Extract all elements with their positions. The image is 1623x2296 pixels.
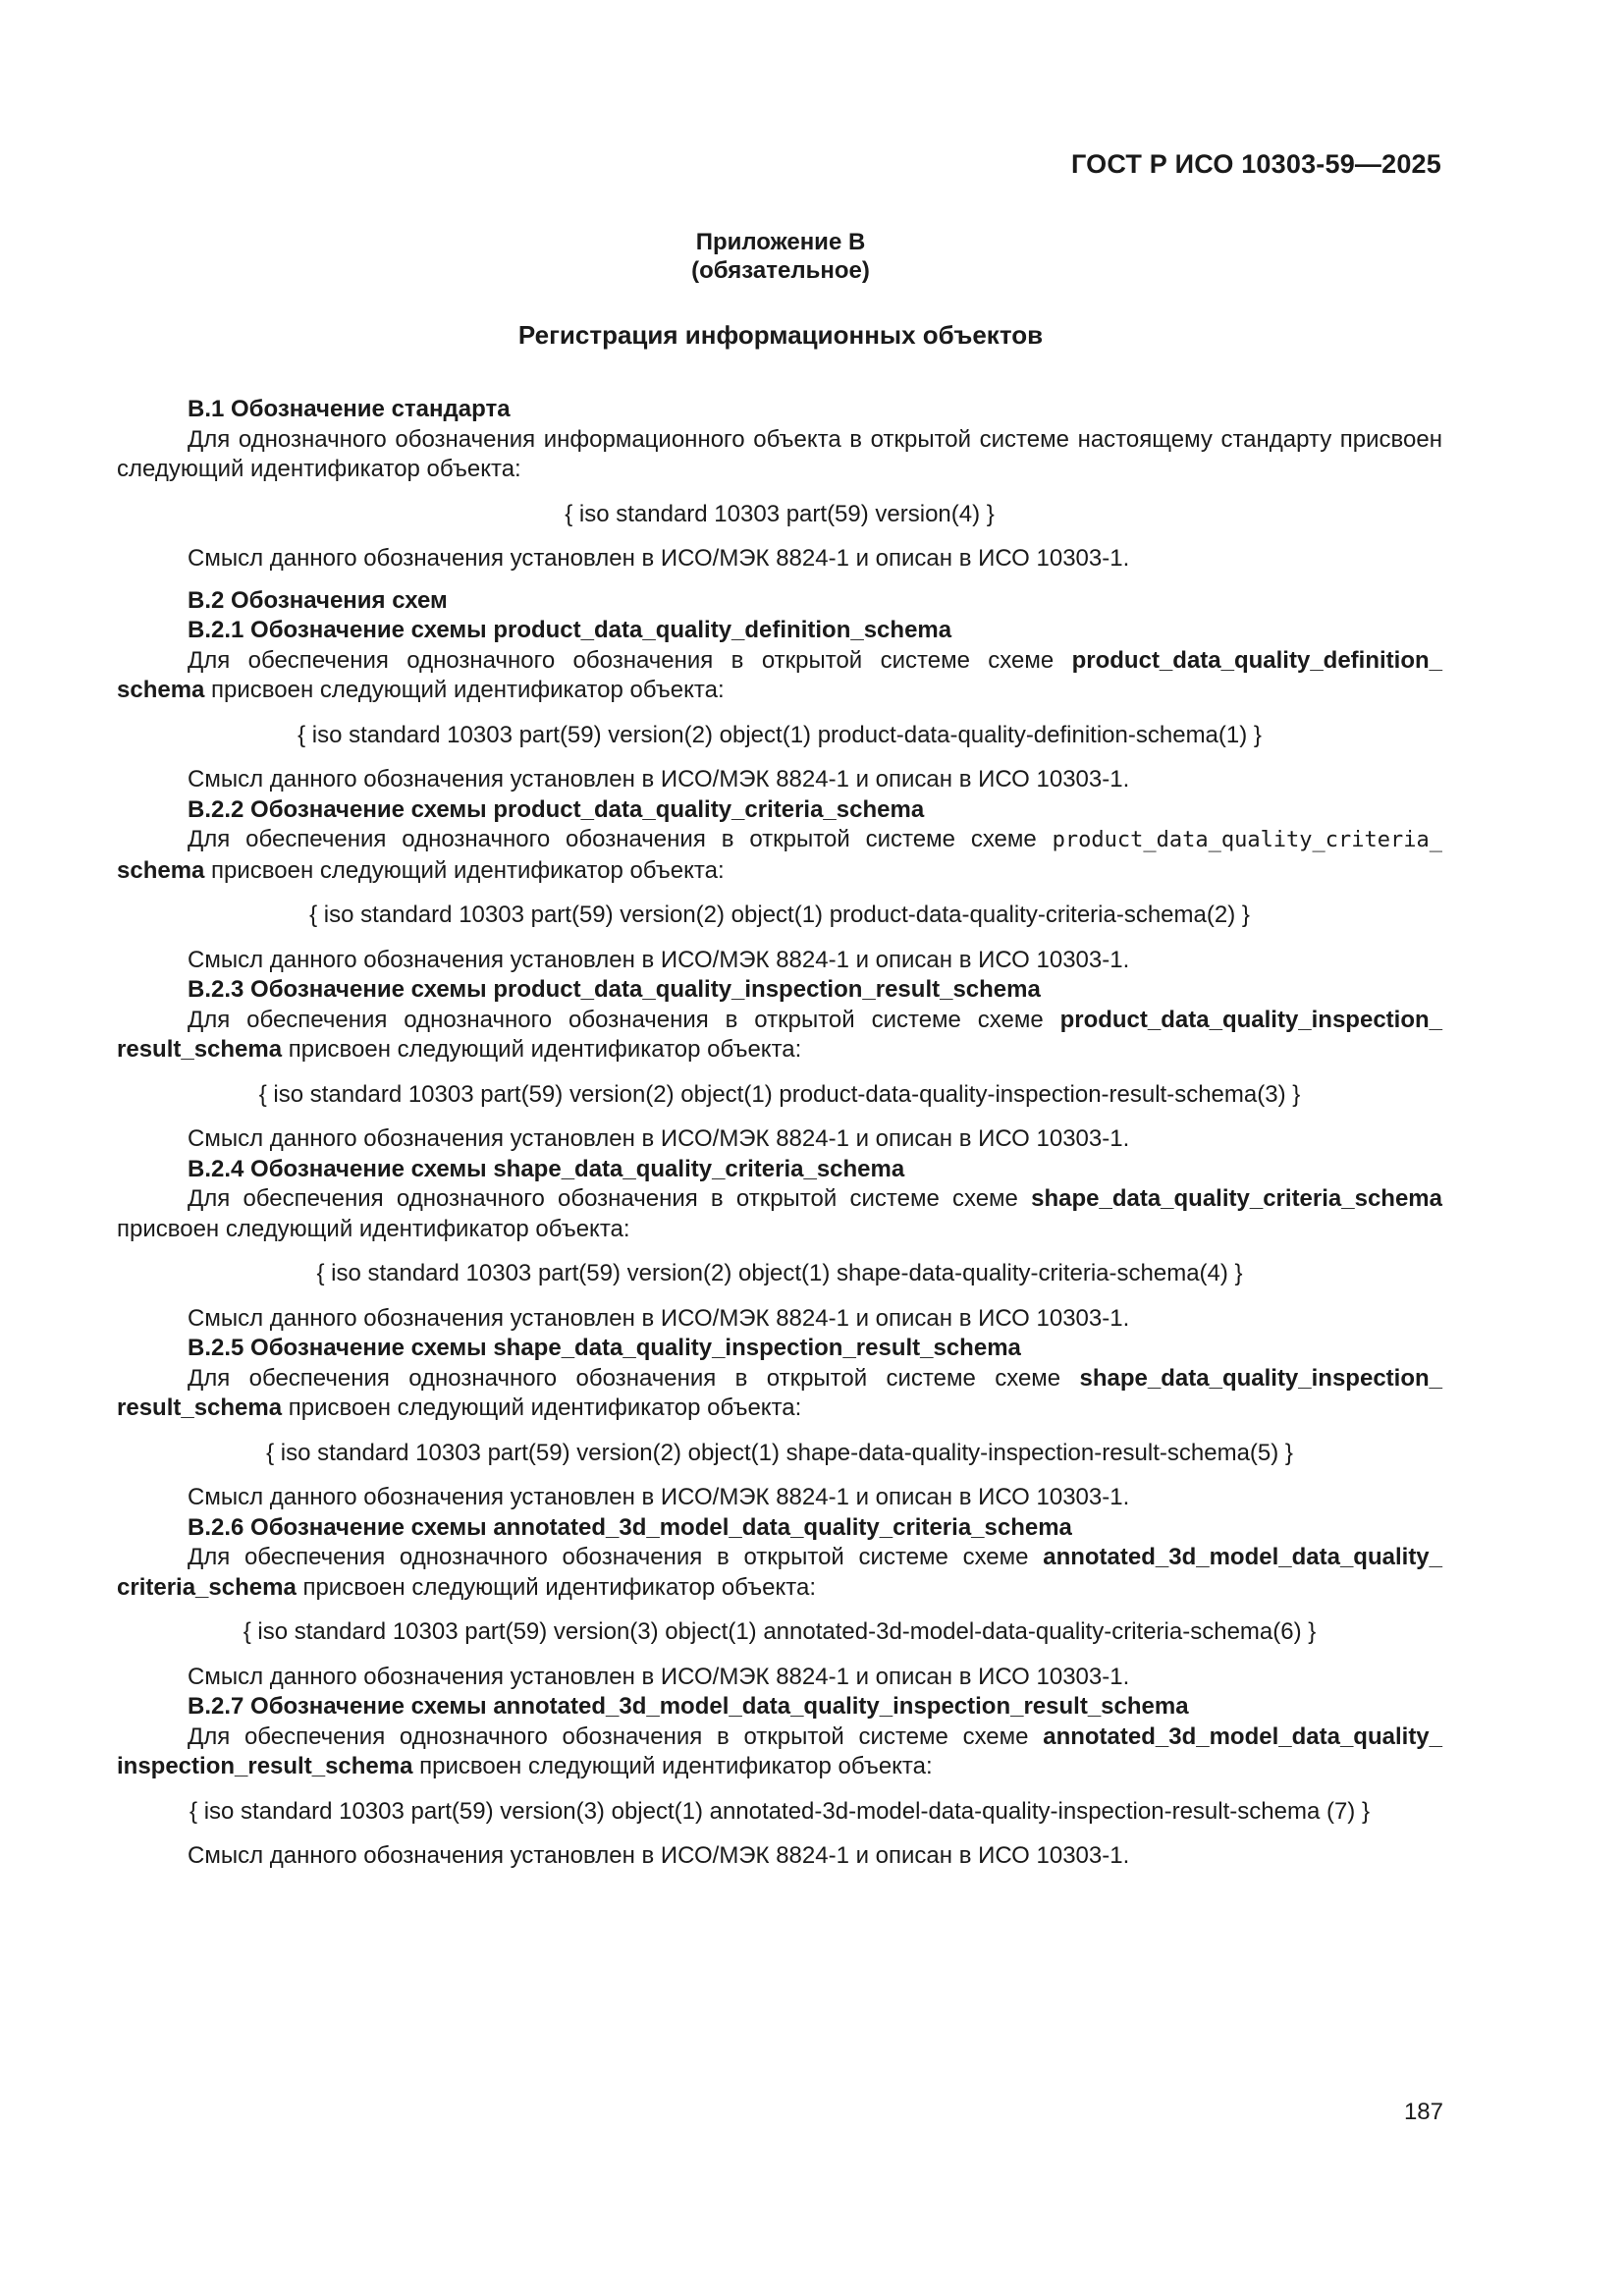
text-after: присвоен следующий идентификатор объекта: <box>204 677 725 703</box>
text-before: Для обеспечения однозначного обозначения в открытой системе схеме <box>188 1364 1080 1392</box>
document-body <box>117 395 1442 1872</box>
schema-name: annotated_3d_model_data_quality_criteria_schema <box>493 1513 1072 1541</box>
section-meaning: Смысл данного обозначения установлен в ИСО/МЭК 8824-1 и описан в ИСО 10303-1. <box>188 1125 1130 1152</box>
section-heading <box>117 1334 1442 1364</box>
main-title: Регистрация информационных объектов <box>517 320 1044 350</box>
text-before: Для обеспечения однозначного обозначения в открытой системе схеме <box>188 1006 1060 1033</box>
section-text <box>117 825 1442 886</box>
section-heading-prefix: В.2.5 Обозначение схемы <box>188 1335 494 1361</box>
schema-name: shape_data_quality_criteria_schema <box>493 1155 905 1182</box>
section-heading-prefix: В.2.7 Обозначение схемы <box>188 1693 494 1720</box>
section-meaning: Смысл данного обозначения установлен в ИСО/МЭК 8824-1 и описан в ИСО 10303-1. <box>188 1663 1130 1690</box>
text-after: присвоен следующий идентификатор объекта: <box>204 856 725 884</box>
section-heading <box>117 616 1442 646</box>
section-identifier: { iso standard 10303 part(59) version(3) object(1) annotated-3d-model-data-quality-inspection-result-schema (7) } <box>189 1797 1370 1825</box>
section-identifier: { iso standard 10303 part(59) version(2) object(1) product-data-quality-definition-schema(1) } <box>298 721 1262 748</box>
section-heading <box>117 975 1442 1006</box>
section-heading-prefix: В.2.1 Обозначение схемы <box>188 617 494 643</box>
section-identifier: { iso standard 10303 part(59) version(2) object(1) product-data-quality-inspection-result-schema(3) } <box>258 1080 1301 1108</box>
section-heading <box>117 1692 1442 1722</box>
schema-name-inline: product_data_quality_criteria_ <box>1052 828 1442 852</box>
section-b2-heading: В.2 Обозначения схем <box>188 586 448 614</box>
section-heading-prefix: В.2.6 Обозначение схемы <box>188 1513 494 1541</box>
schema-name: product_data_quality_inspection_result_schema <box>493 976 1041 1003</box>
section-text <box>117 1006 1442 1066</box>
section-b1-identifier: { iso standard 10303 part(59) version(4) } <box>565 500 995 527</box>
section-heading <box>117 1155 1442 1185</box>
section-identifier: { iso standard 10303 part(59) version(2) object(1) shape-data-quality-inspection-result-schema(5) } <box>266 1439 1293 1466</box>
section-meaning: Смысл данного обозначения установлен в ИСО/МЭК 8824-1 и описан в ИСО 10303-1. <box>188 1842 1130 1869</box>
text-after: присвоен следующий идентификатор объекта: <box>282 1036 802 1063</box>
schema-name-inline: annotated_3d_model_data_quality_ inspection_result_schema <box>117 1722 1442 1779</box>
schema-name-inline-tail: schema <box>117 856 205 884</box>
text-before: Для обеспечения однозначного обозначения в открытой системе схеме <box>188 1544 1044 1570</box>
schema-name-inline: annotated_3d_model_data_quality_ criteria_schema <box>117 1544 1442 1601</box>
section-b1-text: Для однозначного обозначения информационного объекта в открытой системе настоящему стандарту присвоен следующий идентификатор объекта: <box>117 425 1442 482</box>
schema-name: product_data_quality_definition_schema <box>493 617 952 643</box>
section-meaning: Смысл данного обозначения установлен в ИСО/МЭК 8824-1 и описан в ИСО 10303-1. <box>188 1484 1130 1510</box>
section-identifier: { iso standard 10303 part(59) version(3) object(1) annotated-3d-model-data-quality-criteria-schema(6) } <box>243 1618 1317 1645</box>
text-before: Для обеспечения однозначного обозначения в открытой системе схеме <box>188 826 1053 852</box>
section-meaning: Смысл данного обозначения установлен в ИСО/МЭК 8824-1 и описан в ИСО 10303-1. <box>188 946 1130 973</box>
document-code-header: ГОСТ Р ИСО 10303-59—2025 <box>1071 149 1441 179</box>
section-text <box>117 1543 1442 1603</box>
annex-title: Приложение В <box>695 229 866 255</box>
text-after: присвоен следующий идентификатор объекта: <box>412 1753 933 1779</box>
section-b1-meaning: Смысл данного обозначения установлен в ИСО/МЭК 8824-1 и описан в ИСО 10303-1. <box>188 545 1130 572</box>
annex-status: (обязательное) <box>691 257 870 284</box>
section-meaning: Смысл данного обозначения установлен в ИСО/МЭК 8824-1 и описан в ИСО 10303-1. <box>188 1304 1130 1332</box>
section-heading-prefix: В.2.4 Обозначение схемы <box>188 1155 494 1182</box>
text-after: присвоен следующий идентификатор объекта: <box>296 1573 817 1601</box>
section-meaning: Смысл данного обозначения установлен в ИСО/МЭК 8824-1 и описан в ИСО 10303-1. <box>188 766 1130 793</box>
section-identifier: { iso standard 10303 part(59) version(2) object(1) product-data-quality-criteria-schema(2) } <box>309 902 1250 928</box>
section-text <box>117 1184 1442 1244</box>
text-before: Для обеспечения однозначного обозначения в открытой системе схеме <box>188 1722 1044 1750</box>
text-before: Для обеспечения однозначного обозначения в открытой системе схеме <box>188 646 1072 674</box>
schema-name-inline: shape_data_quality_inspection_ result_schema <box>117 1364 1442 1421</box>
section-text <box>117 646 1442 706</box>
section-heading <box>117 1513 1442 1544</box>
section-b1-heading: В.1 Обозначение стандарта <box>188 396 511 422</box>
schema-name: shape_data_quality_inspection_result_schema <box>493 1335 1021 1361</box>
schema-name: product_data_quality_criteria_schema <box>493 795 925 823</box>
annex-heading <box>0 228 1561 285</box>
schema-name: annotated_3d_model_data_quality_inspection_result_schema <box>493 1693 1189 1720</box>
schema-name-inline: product_data_quality_inspection_ result_schema <box>117 1006 1442 1063</box>
schema-name-inline: product_data_quality_definition_ schema <box>117 646 1442 703</box>
section-heading <box>117 795 1442 826</box>
section-heading-prefix: В.2.2 Обозначение схемы <box>188 795 494 823</box>
text-after: присвоен следующий идентификатор объекта: <box>282 1394 802 1421</box>
page-number: 187 <box>1403 2099 1443 2125</box>
section-text <box>117 1364 1442 1424</box>
section-identifier: { iso standard 10303 part(59) version(2) object(1) shape-data-quality-criteria-schema(4) } <box>316 1260 1243 1286</box>
section-text <box>117 1722 1442 1782</box>
section-heading-prefix: В.2.3 Обозначение схемы <box>188 976 494 1003</box>
text-after: присвоен следующий идентификатор объекта: <box>117 1215 630 1242</box>
schema-name-inline: shape_data_quality_criteria_schema <box>1031 1185 1442 1212</box>
text-before: Для обеспечения однозначного обозначения в открытой системе схеме <box>188 1185 1032 1212</box>
